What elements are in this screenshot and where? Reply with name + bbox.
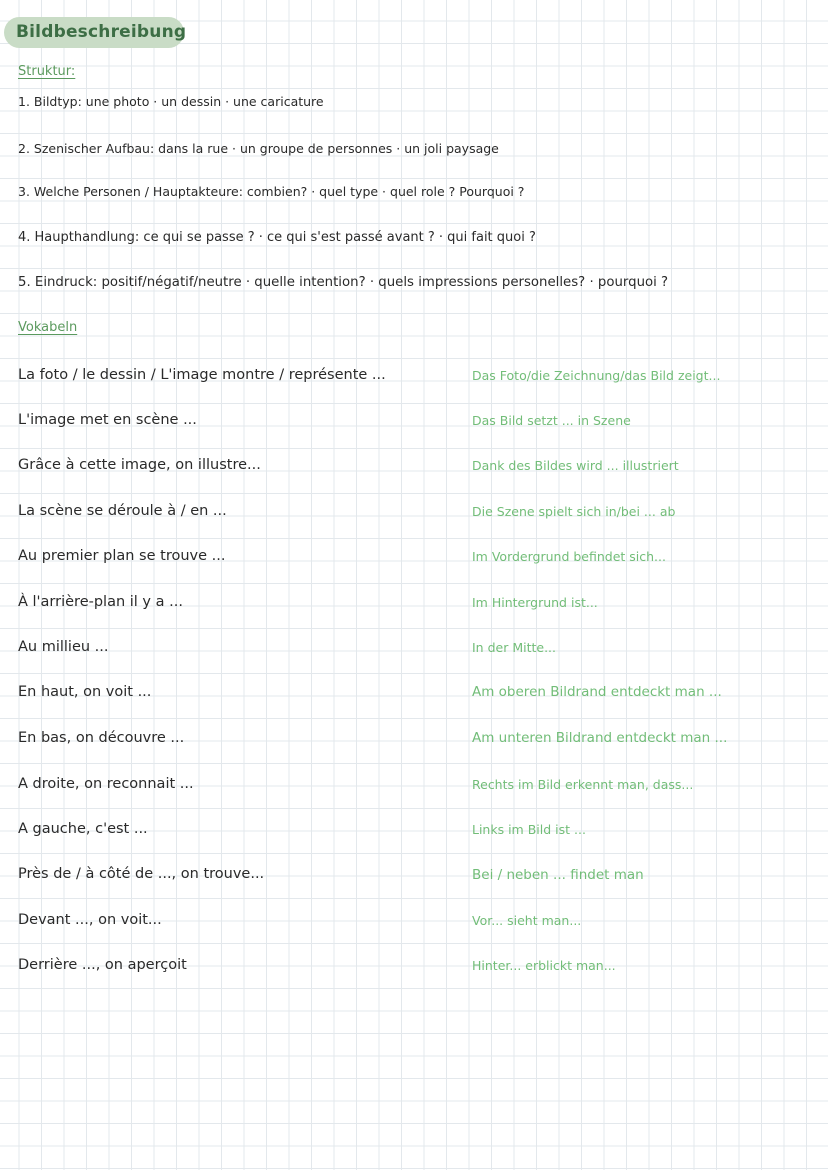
vocab-de-7: In der Mitte... [472, 640, 556, 655]
vocab-de-9: Am unteren Bildrand entdeckt man ... [472, 730, 728, 746]
vocab-de-6: Im Hintergrund ist... [472, 595, 598, 610]
vocab-fr-10: A droite, on reconnait ... [18, 776, 194, 792]
vocab-fr-8: En haut, on voit ... [18, 684, 152, 700]
vocab-de-13: Vor... sieht man... [472, 913, 582, 928]
vocab-de-1: Das Foto/die Zeichnung/das Bild zeigt... [472, 368, 721, 383]
structure-heading: Struktur: [18, 64, 76, 79]
vocab-fr-1: La foto / le dessin / L'image montre / représente ... [18, 367, 386, 383]
vocab-heading: Vokabeln [18, 320, 78, 335]
vocab-de-14: Hinter... erblickt man... [472, 958, 616, 973]
vocab-fr-7: Au millieu ... [18, 639, 109, 655]
vocab-de-3: Dank des Bildes wird ... illustriert [472, 458, 679, 473]
vocab-de-2: Das Bild setzt ... in Szene [472, 413, 631, 428]
vocab-fr-12: Près de / à côté de ..., on trouve... [18, 866, 265, 882]
vocab-de-8: Am oberen Bildrand entdeckt man ... [472, 684, 722, 700]
vocab-de-4: Die Szene spielt sich in/bei ... ab [472, 504, 676, 519]
structure-item-5: 5. Eindruck: positif/négatif/neutre · quelle intention? · quels impressions personelles? · pourquoi ? [18, 275, 669, 290]
vocab-de-11: Links im Bild ist ... [472, 822, 586, 837]
structure-item-1: 1. Bildtyp: une photo · un dessin · une caricature [18, 94, 324, 109]
vocab-de-5: Im Vordergrund befindet sich... [472, 549, 666, 564]
vocab-de-10: Rechts im Bild erkennt man, dass... [472, 777, 694, 792]
vocab-fr-11: A gauche, c'est ... [18, 821, 148, 837]
page-title: Bildbeschreibung [16, 22, 187, 42]
vocab-de-12: Bei / neben ... findet man [472, 867, 644, 883]
vocab-fr-5: Au premier plan se trouve ... [18, 548, 226, 564]
structure-item-2: 2. Szenischer Aufbau: dans la rue · un groupe de personnes · un joli paysage [18, 141, 499, 156]
vocab-fr-3: Grâce à cette image, on illustre... [18, 457, 261, 473]
vocab-fr-9: En bas, on découvre ... [18, 730, 185, 746]
structure-item-4: 4. Haupthandlung: ce qui se passe ? · ce qui s'est passé avant ? · qui fait quoi ? [18, 230, 536, 245]
vocab-fr-6: À l'arrière-plan il y a ... [18, 594, 183, 610]
vocab-fr-2: L'image met en scène ... [18, 412, 197, 428]
vocab-fr-4: La scène se déroule à / en ... [18, 503, 227, 519]
structure-item-3: 3. Welche Personen / Hauptakteure: combien? · quel type · quel role ? Pourquoi ? [18, 184, 525, 199]
vocab-fr-14: Derrière ..., on aperçoit [18, 957, 187, 973]
vocab-fr-13: Devant ..., on voit... [18, 912, 162, 928]
